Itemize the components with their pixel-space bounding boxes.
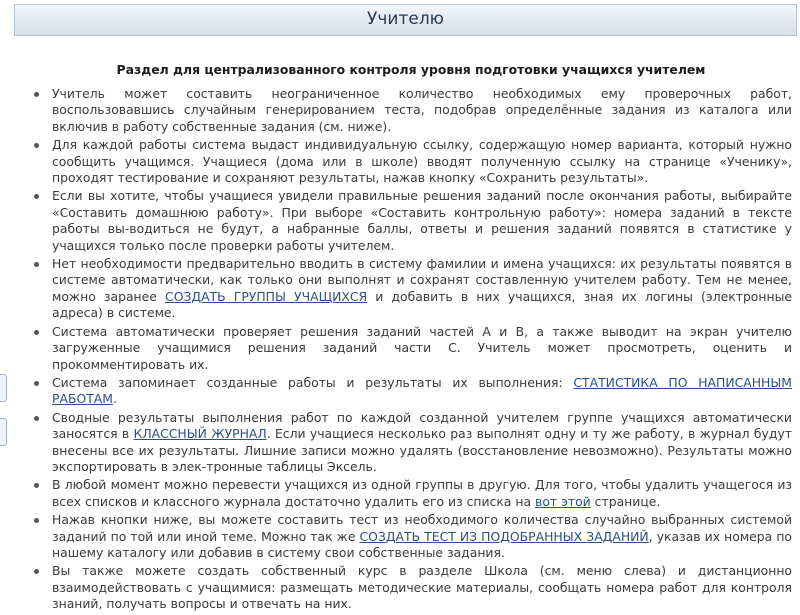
section-title: Раздел для централизованного контроля уровня подготовки учащихся учителем [116, 62, 706, 77]
bullet-icon [34, 143, 39, 148]
list-item: Вы также можете создать собственный курс в разделе Школа (см. меню слева) и дистанционно взаимодействовать с учащимися: размещать методические материалы, сообщать номера работ для контроля знаний, получать вопросы и отвечать на них. [30, 563, 792, 612]
list-item: Если вы хотите, чтобы учащиеся увидели правильные решения заданий после окончания работы, выбирайте «Составить домашнюю работу». При выборе «Составить контрольную работу»: номера заданий в тексте работы вы-водиться не будут, а набранные баллы, ответы и решения заданий появятся в статистике у учащихся только после проверки работы учителем. [30, 188, 792, 254]
create-groups-link[interactable]: СОЗДАТЬ ГРУППЫ УЧАЩИХСЯ [165, 288, 368, 304]
sidebar-collapsed-tab[interactable] [0, 418, 7, 446]
list-item: Для каждой работы система выдаст индивидуальную ссылку, содержащую номер варианта, который нужно сообщить учащимся. Учащиеся (дома или в школе) вводят полученную ссылку на странице «Ученику», проходят тестирование и сохраняют результаты, нажав кнопку «Сохранить результаты». [30, 137, 792, 186]
list-item: Нажав кнопки ниже, вы можете составить тест из необходимого количества случайно выбранных системой заданий по той или иной теме. Можно так же СОЗДАТЬ ТЕСТ ИЗ ПОДОБРАННЫХ ЗАДАНИЙ, указав их номера по нашему каталогу или добавив в систему свои собственные задания. [30, 512, 792, 561]
list-item: Нет необходимости предварительно вводить в систему фамилии и имена учащихся: их результаты появятся в системе автоматически, как только они выполнят и сохранят составленную учителем работу. Тем не менее, можно заранее СОЗДАТЬ ГРУППЫ УЧАЩИХСЯ и добавить в них учащихся, зная их логины (электронные адреса) в системе. [30, 256, 792, 322]
bullet-icon [34, 194, 39, 199]
info-list [30, 86, 792, 613]
list-item: Учитель может составить неограниченное количество необходимых ему проверочных работ, воспользовавшись случайным генерированием теста, подобрав определённые задания из каталога или включив в работу собственные задания (см. ниже). [30, 86, 792, 135]
bullet-icon [34, 330, 39, 335]
left-sidebar-edge [0, 0, 14, 600]
create-test-link[interactable]: СОЗДАТЬ ТЕСТ ИЗ ПОДОБРАННЫХ ЗАДАНИЙ [359, 528, 649, 544]
page-title: Учителю [367, 9, 444, 29]
bullet-icon [34, 381, 39, 386]
statistics-link[interactable]: СТАТИСТИКА ПО НАПИСАННЫМ РАБОТАМ [52, 374, 792, 407]
main-content [30, 52, 792, 615]
list-item: В любой момент можно перевести учащихся из одной группы в другую. Для того, чтобы удалить учащегося из всех списков и классного журнала достаточно удалить его из списка на вот этой странице. [30, 477, 792, 510]
bullet-icon [34, 262, 39, 267]
list-item: Система запоминает созданные работы и результаты их выполнения: СТАТИСТИКА ПО НАПИСАННЫМ РАБОТАМ. [30, 375, 792, 408]
bullet-icon [34, 92, 39, 97]
bullet-icon [34, 416, 39, 421]
sidebar-collapsed-tab[interactable] [0, 374, 7, 402]
header-bar [14, 4, 797, 36]
list-item: Система автоматически проверяет решения заданий частей А и В, а также выводит на экран учителю загруженные учащимися решения заданий части С. Учитель может просмотреть, оценить и прокомментировать их. [30, 324, 792, 373]
bullet-icon [34, 569, 39, 574]
bullet-icon [34, 518, 39, 523]
this-page-link[interactable]: вот этой [535, 493, 591, 509]
bullet-icon [34, 483, 39, 488]
class-journal-link[interactable]: КЛАССНЫЙ ЖУРНАЛ [133, 426, 267, 442]
list-item: Сводные результаты выполнения работ по каждой созданной учителем группе учащихся автоматически заносятся в КЛАССНЫЙ ЖУРНАЛ. Если учащиеся несколько раз выполнят одну и ту же работу, в журнал будут внесены все их результаты. Лишние записи можно удалять (восстановление невозможно). Результаты можно экспортировать в элек-тронные таблицы Эксель. [30, 410, 792, 476]
